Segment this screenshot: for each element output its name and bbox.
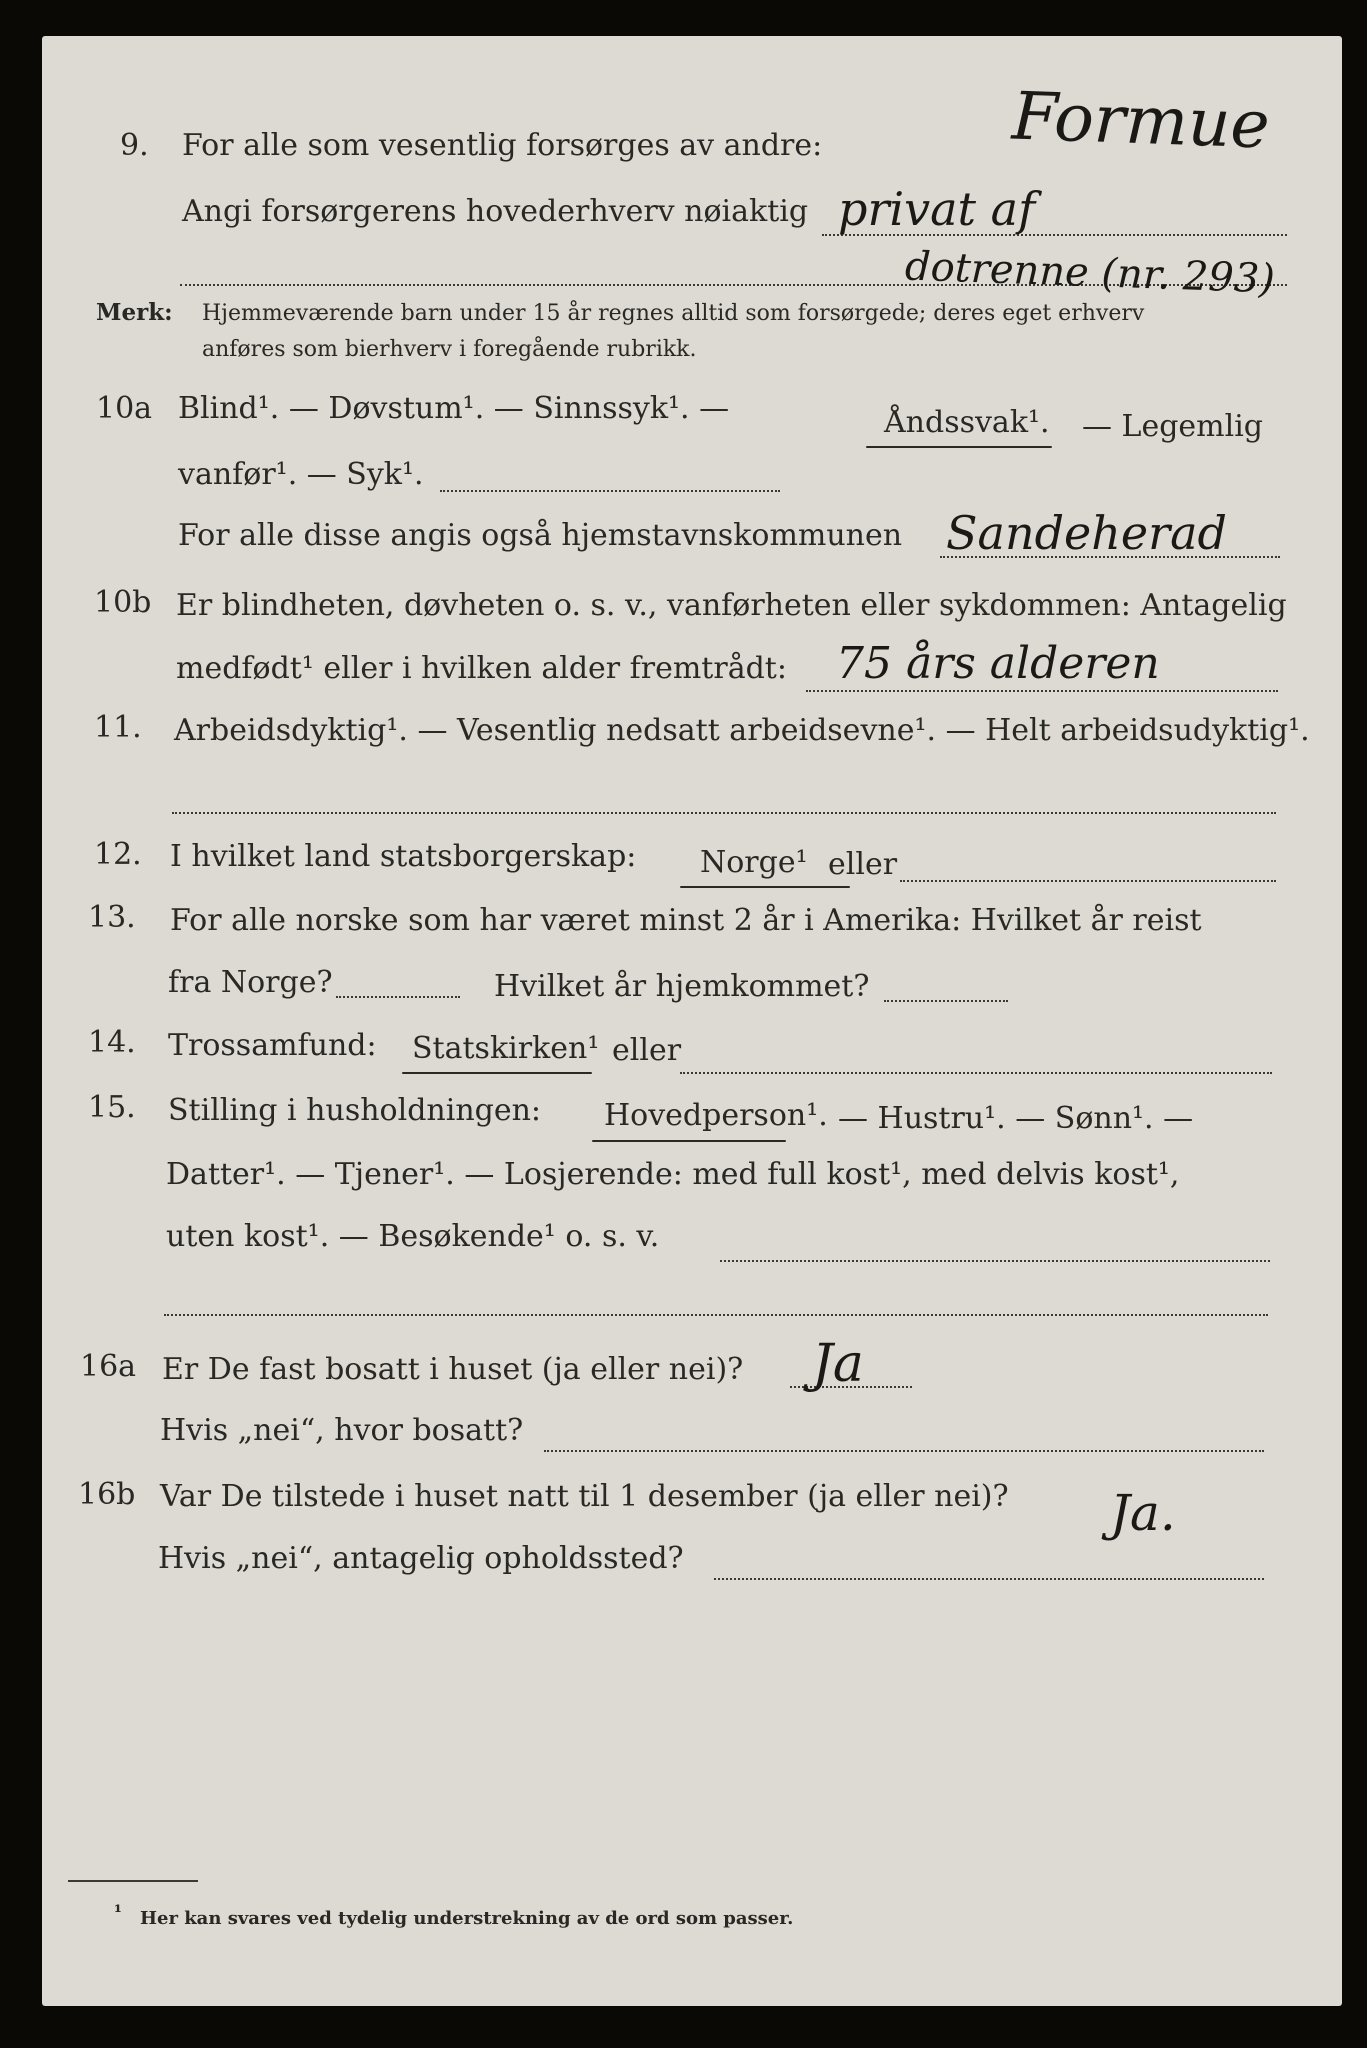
q16b-opholdssted-line <box>714 1578 1264 1580</box>
merk-label: Merk: <box>96 299 173 326</box>
q11-line1: Arbeidsdyktig¹. — Vesentlig nedsatt arbeidsevne¹. — Helt arbeidsudyktig¹. <box>174 713 1310 748</box>
merk-line1: Hjemmeværende barn under 15 år regnes alltid som forsørgede; deres eget erhverv <box>202 301 1145 326</box>
q16a-line2: Hvis „nei“, hvor bosatt? <box>160 1413 524 1448</box>
q9-number: 9. <box>120 128 149 163</box>
q16a-line1: Er De fast bosatt i huset (ja eller nei)? <box>162 1352 744 1387</box>
q14-line-c: eller <box>612 1033 682 1068</box>
q10b-number: 10b <box>94 585 152 620</box>
q10b-line2: medfødt¹ eller i hvilken alder fremtrådt: <box>176 651 787 686</box>
q10a-andssvak: Åndssvak¹. <box>884 405 1050 440</box>
footnote-separator <box>68 1880 198 1882</box>
q10a-line3: For alle disse angis også hjemstavnskommunen <box>178 518 903 553</box>
q10a-handwritten-answer: Sandeherad <box>946 506 1227 560</box>
q10a-line1-c: — Legemlig <box>1082 409 1264 444</box>
q10a-number: 10a <box>96 391 153 426</box>
q15-line1-a: Stilling i husholdningen: <box>168 1093 542 1128</box>
q16a-number: 16a <box>80 1349 137 1384</box>
q9-line2: Angi forsørgerens hovederhverv nøiaktig <box>182 194 809 229</box>
q15-number: 15. <box>88 1090 136 1125</box>
q12-norge: Norge¹ <box>700 845 808 880</box>
q15-line2: Datter¹. — Tjener¹. — Losjerende: med full kost¹, med delvis kost¹, <box>166 1157 1180 1192</box>
q13-number: 13. <box>88 900 136 935</box>
q16a-bosatt-line <box>544 1450 1264 1452</box>
q10a-syk-line <box>440 490 780 492</box>
q15-line1-c: — Hustru¹. — Sønn¹. — <box>838 1101 1194 1136</box>
q16a-handwritten-answer: Ja <box>812 1334 864 1394</box>
q9-handwritten-corner: Formue <box>1010 77 1271 164</box>
q15-line3: uten kost¹. — Besøkende¹ o. s. v. <box>166 1219 660 1254</box>
q13-line2-b: Hvilket år hjemkommet? <box>494 969 870 1004</box>
merk-line2: anføres som bierhverv i foregående rubrikk. <box>202 337 697 362</box>
q15-hovedperson: Hovedperson¹. <box>604 1098 828 1133</box>
q15-answer-line2 <box>164 1314 1268 1316</box>
q14-line-a: Trossamfund: <box>168 1028 377 1063</box>
q14-answer-line <box>680 1072 1272 1074</box>
q10a-line1-a: Blind¹. — Døvstum¹. — Sinnssyk¹. — <box>178 391 730 426</box>
q13-line1: For alle norske som har været minst 2 år i Amerika: Hvilket år reist <box>170 903 1202 938</box>
q12-norge-underline <box>680 886 850 888</box>
q14-number: 14. <box>88 1025 136 1060</box>
q9-handwritten-answer2: dotrenne (nr. 293) <box>904 243 1276 303</box>
q13-reist-line <box>336 996 460 998</box>
q12-number: 12. <box>94 837 142 872</box>
q13-hjemkommet-line <box>884 1000 1008 1002</box>
q10b-line1: Er blindheten, døvheten o. s. v., vanførheten eller sykdommen: Antagelig <box>176 588 1287 623</box>
footnote-marker: ¹ <box>114 1902 122 1923</box>
q14-statskirken-underline <box>402 1072 592 1074</box>
q9-line1: For alle som vesentlig forsørges av andre: <box>182 128 823 163</box>
q14-statskirken: Statskirken¹ <box>412 1031 600 1066</box>
q10b-answer-line <box>806 690 1278 692</box>
q16b-number: 16b <box>78 1477 136 1512</box>
q16b-handwritten-answer: Ja. <box>1110 1484 1176 1542</box>
q15-answer-line1 <box>720 1260 1270 1262</box>
q12-line-a: I hvilket land statsborgerskap: <box>170 839 637 874</box>
q10a-line2: vanfør¹. — Syk¹. <box>178 457 424 492</box>
q9-handwritten-answer1: privat af <box>838 182 1036 236</box>
census-form-page <box>42 36 1342 2006</box>
q10a-andssvak-underline <box>866 446 1052 448</box>
q10b-handwritten-answer: 75 års alderen <box>836 638 1160 689</box>
q15-hovedperson-underline <box>592 1140 786 1142</box>
q12-line-c: eller <box>828 847 898 882</box>
footnote-text: Her kan svares ved tydelig understrekning av de ord som passer. <box>140 1908 794 1929</box>
q16b-line1: Var De tilstede i huset natt til 1 desember (ja eller nei)? <box>160 1479 1009 1514</box>
q11-number: 11. <box>94 710 142 745</box>
q11-answer-line <box>172 812 1276 814</box>
q12-answer-line <box>900 880 1276 882</box>
q16b-line2: Hvis „nei“, antagelig opholdssted? <box>158 1541 684 1576</box>
q13-line2-a: fra Norge? <box>168 965 333 1000</box>
